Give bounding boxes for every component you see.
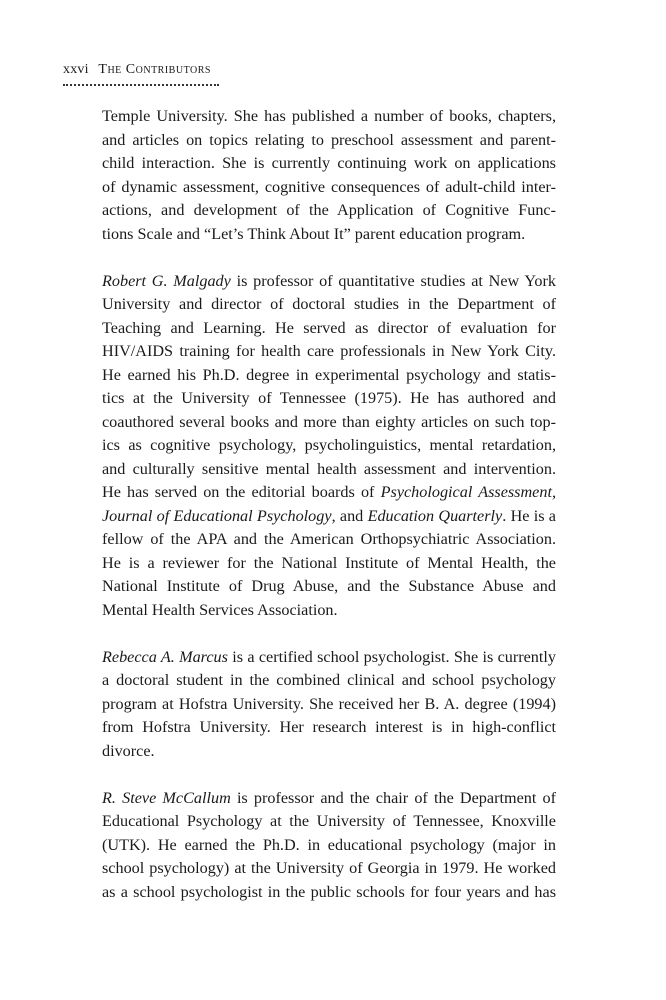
text-line: divorce.: [102, 741, 155, 760]
text-line: Rebecca A. Marcus is a certified school psychologist. She is currently: [102, 647, 556, 666]
text-line: program at Hofstra University. She received her B. A. degree (1994): [102, 694, 556, 713]
text-line: fellow of the APA and the American Orthopsychiatric Association.: [102, 530, 556, 548]
journal-title: Journal of Educational Psychology: [102, 506, 332, 525]
text-line: Teaching and Learning. He served as director of evaluation for: [102, 318, 556, 337]
text-line: He earned his Ph.D. degree in experimental psychology and statis-: [102, 365, 556, 384]
text-line: Mental Health Services Association.: [102, 600, 338, 619]
text-line: National Institute of Drug Abuse, and the Substance Abuse and: [102, 577, 556, 595]
running-head-title: The Contributors: [98, 62, 211, 77]
text-line: ics as cognitive psychology, psycholinguistics, mental retardation,: [102, 436, 556, 454]
text-line: school psychology) at the University of Georgia in 1979. He worked: [102, 859, 556, 877]
contributor-name: Rebecca A. Marcus: [102, 647, 228, 666]
text-line: as a school psychologist in the public schools for four years and has: [102, 882, 556, 901]
text-line: a doctoral student in the combined clinical and school psychology: [102, 671, 556, 689]
text-line: R. Steve McCallum is professor and the chair of the Department of: [102, 788, 556, 807]
running-head: [63, 62, 211, 78]
paragraph-mccallum: [102, 787, 556, 905]
contributor-name: Robert G. Malgady: [102, 271, 231, 290]
paragraph-malgady: [102, 270, 556, 623]
text-line: University and director of doctoral studies in the Department of: [102, 295, 556, 313]
text-line: Educational Psychology at the University of Tennessee, Knoxville: [102, 812, 556, 830]
text-line: and culturally sensitive mental health assessment and intervention.: [102, 459, 556, 478]
text-line: (UTK). He earned the Ph.D. in educational psychology (major in: [102, 835, 556, 854]
paragraph-continuation: [102, 105, 556, 246]
text-line: Journal of Educational Psychology, and Education Quarterly. He is a: [102, 506, 556, 525]
text-line: actions, and development of the Application of Cognitive Func-: [102, 201, 556, 219]
journal-title: Psychological Assessment,: [380, 483, 556, 501]
page-number: xxvi: [63, 62, 89, 77]
text-line: He is a reviewer for the National Institute of Mental Health, the: [102, 553, 556, 572]
text-line: child interaction. She is currently continuing work on applications: [102, 154, 556, 172]
text-line: coauthored several books and more than eighty articles on such top-: [102, 412, 556, 431]
paragraph-marcus: [102, 646, 556, 764]
text-line: He has served on the editorial boards of Psychological Assessment,: [102, 483, 556, 501]
text-line: Temple University. She has published a number of books, chapters,: [102, 107, 556, 125]
text-line: of dynamic assessment, cognitive consequences of adult-child inter-: [102, 177, 556, 196]
contributor-name: R. Steve McCallum: [102, 788, 231, 807]
text-line: HIV/AIDS training for health care professionals in New York City.: [102, 342, 556, 360]
text-line: from Hofstra University. Her research interest is in high-conflict: [102, 718, 556, 736]
journal-title: Education Quarterly: [367, 506, 503, 525]
dotted-rule: [63, 84, 219, 86]
text-line: and articles on topics relating to preschool assessment and parent-: [102, 130, 556, 149]
text-line: tics at the University of Tennessee (1975). He has authored and: [102, 389, 556, 407]
body-text: [102, 105, 556, 904]
text-line: Robert G. Malgady is professor of quantitative studies at New York: [102, 271, 556, 290]
text-line: tions Scale and “Let’s Think About It” parent education program.: [102, 224, 526, 243]
